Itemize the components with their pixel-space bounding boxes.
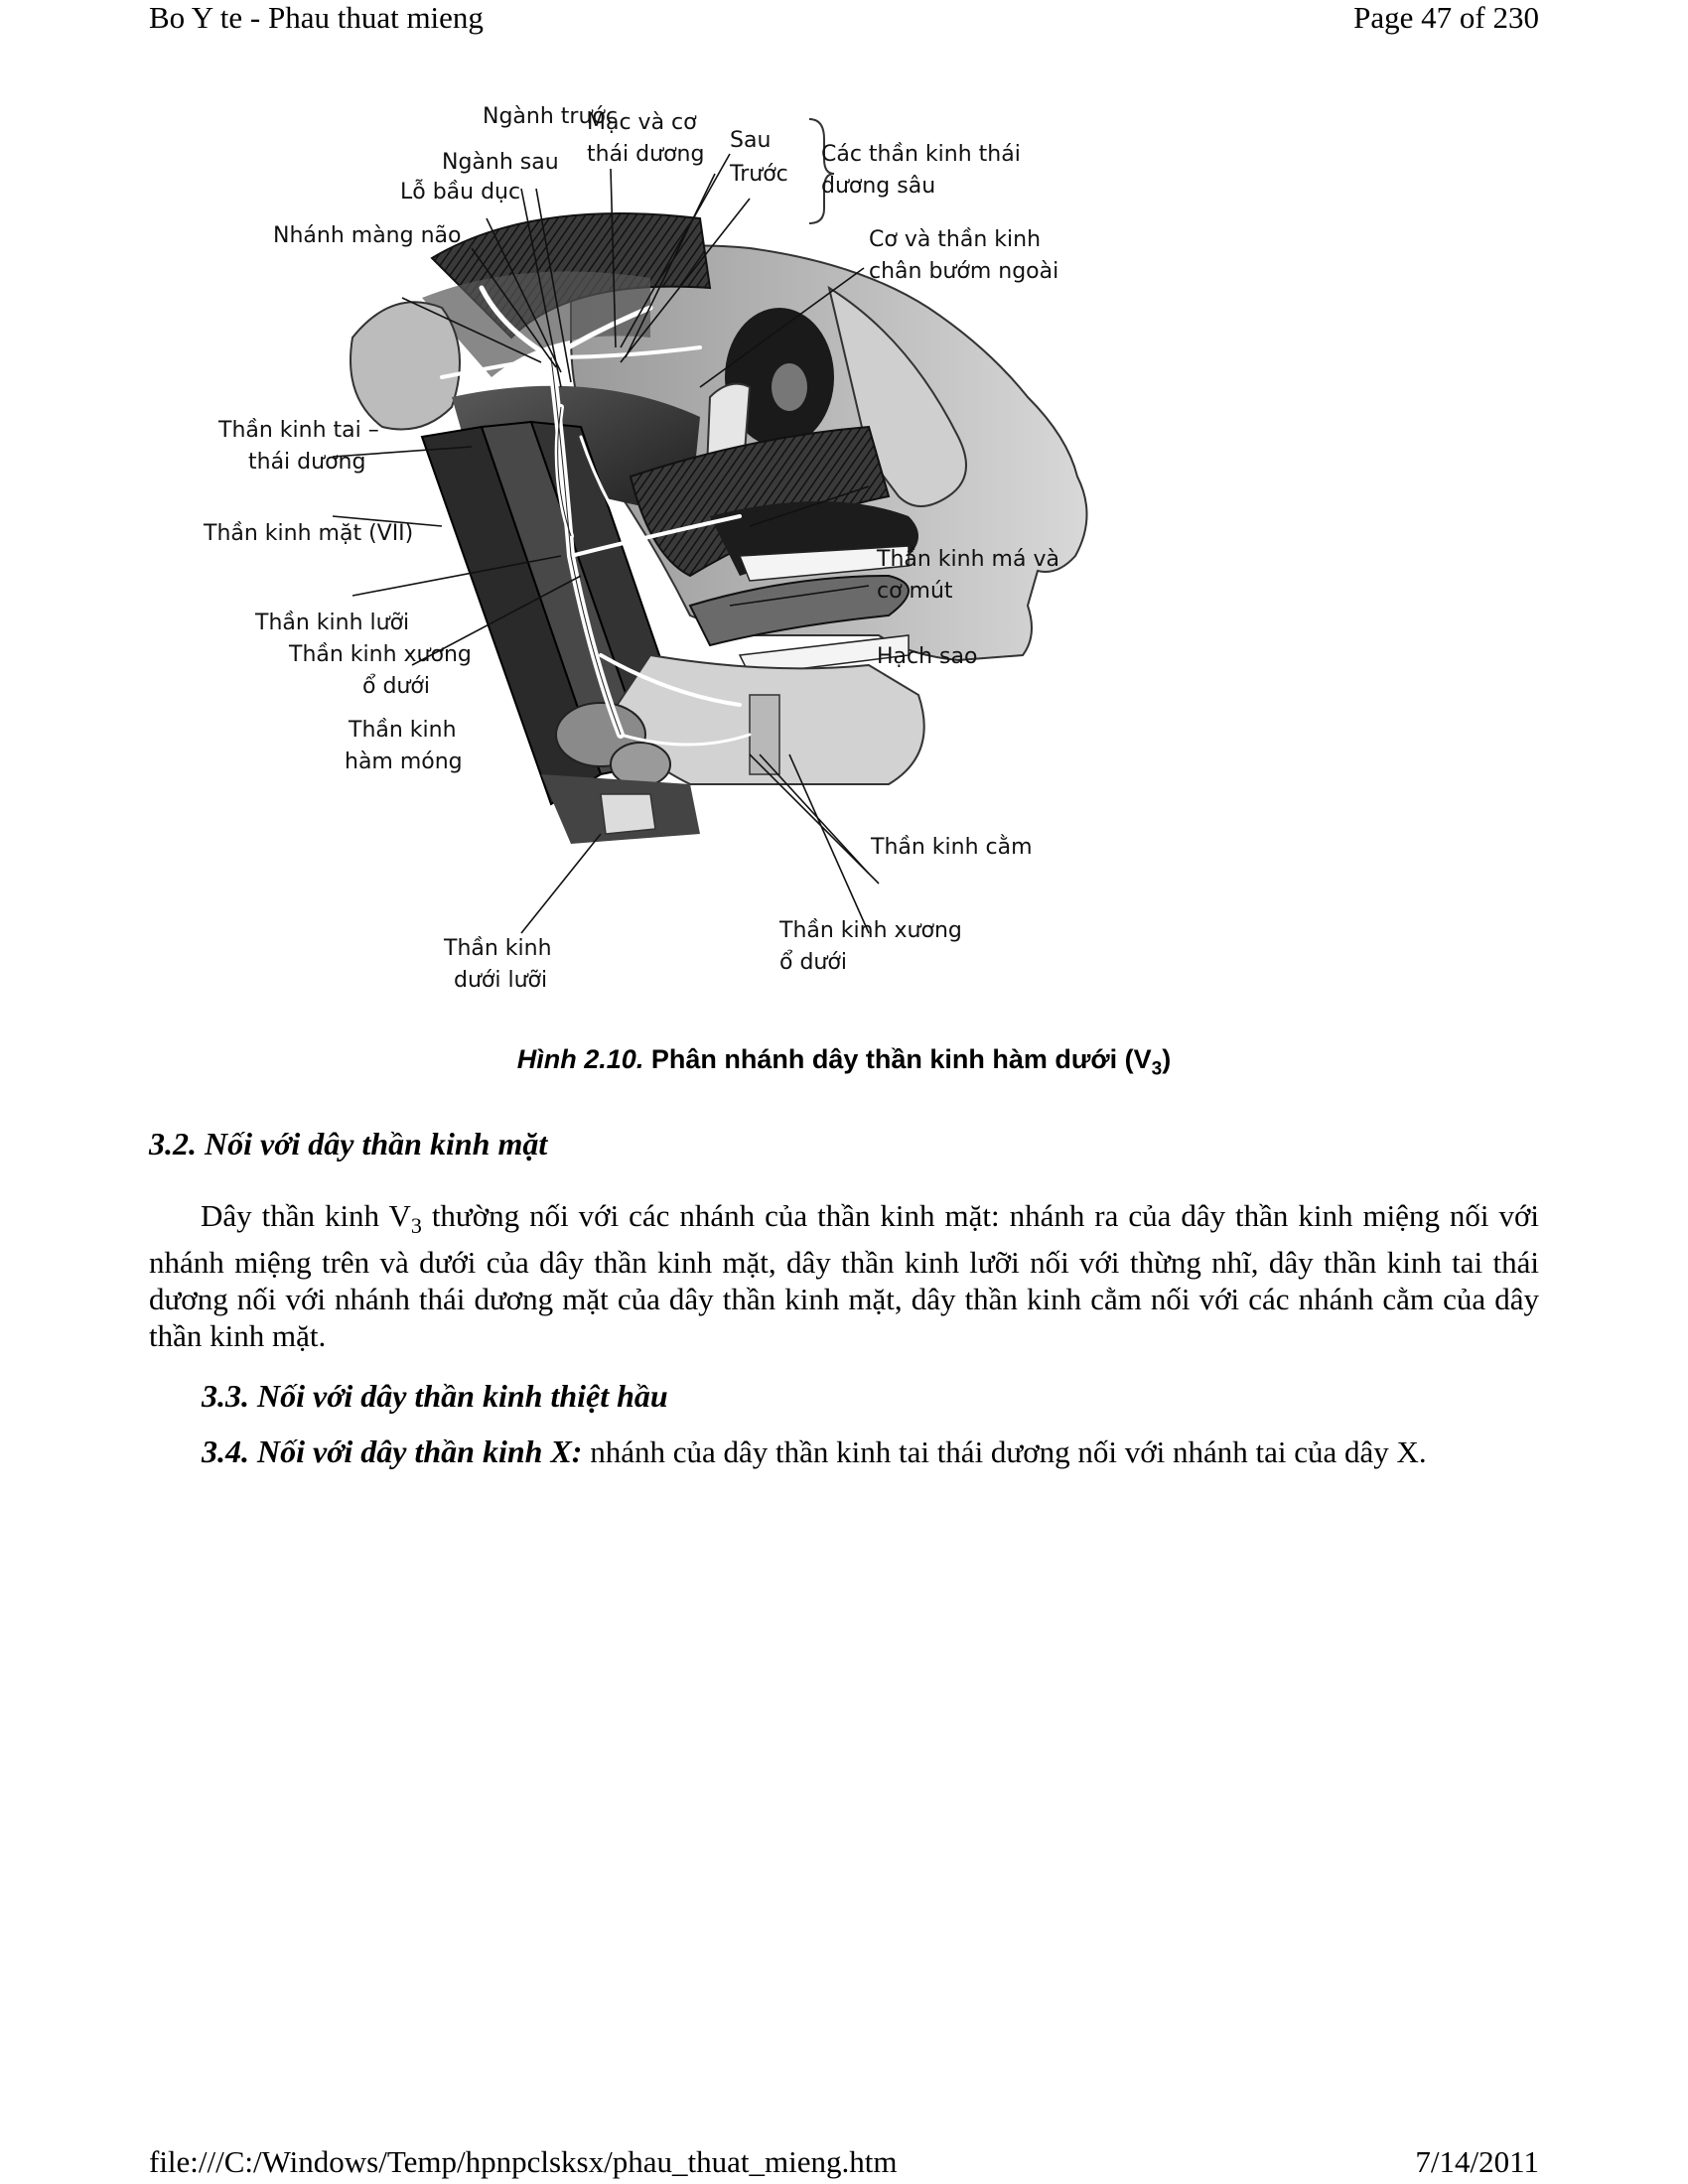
label-cac-1: Các thần kinh thái xyxy=(821,142,1021,167)
label-hach-sao: Hạch sao xyxy=(877,644,978,669)
section-3-3-heading: 3.3. Nối với dây thần kinh thiệt hầu xyxy=(202,1378,668,1414)
label-ma-2: cơ mút xyxy=(877,579,953,604)
eye xyxy=(772,363,807,411)
para-rest: thường nối với các nhánh của thần kinh mặt: nhánh ra của dây thần kinh miệng nối với nhánh miệng trên và dưới của dây thần kinh mặt, dây thần kinh lưỡi nối với thừng nhĩ, dây thần kinh tai thái dương nối với nhánh thái dương mặt của dây thần kinh mặt, dây thần kinh cằm nối với các nhánh cằm của dây thần kinh mặt. xyxy=(149,1198,1539,1354)
label-mac-2: thái dương xyxy=(587,142,705,167)
para-subscript: 3 xyxy=(410,1213,422,1239)
para-start: Dây thần kinh V xyxy=(201,1198,411,1233)
mandibular-nerve-illustration xyxy=(204,104,1415,1013)
caption-close: ) xyxy=(1162,1044,1172,1074)
label-ham-mong-1: Thần kinh xyxy=(349,718,457,743)
label-nhanh-mang-nao: Nhánh màng não xyxy=(273,223,462,248)
label-cac-2: dương sâu xyxy=(821,174,936,199)
label-ham-mong-2: hàm móng xyxy=(345,750,463,774)
mandible-cut-section xyxy=(750,695,779,774)
label-duoi-luoi-1: Thần kinh xyxy=(444,936,552,961)
anatomy-figure xyxy=(204,104,1415,1013)
label-tai-2: thái dương xyxy=(248,450,366,475)
header-title: Bo Y te - Phau thuat mieng xyxy=(149,0,484,35)
label-xuong-b-1: Thần kinh xương xyxy=(779,918,962,943)
section-3-2-heading: 3.2. Nối với dây thần kinh mặt xyxy=(149,1126,548,1161)
label-xuong-1: Thần kinh xương xyxy=(289,642,472,667)
footer-date: 7/14/2011 xyxy=(1415,2144,1539,2179)
label-luoi: Thần kinh lưỡi xyxy=(255,611,410,635)
label-lo-bau-duc: Lỗ bầu dục xyxy=(400,180,521,205)
label-nganh-sau: Ngành sau xyxy=(442,150,559,175)
ear-region xyxy=(351,302,460,429)
section-3-4-heading: 3.4. Nối với dây thần kinh X: xyxy=(202,1433,583,1469)
page-number: Page 47 of 230 xyxy=(1353,0,1539,35)
section-3-4-paragraph xyxy=(202,1433,1427,1470)
label-sau: Sau xyxy=(730,128,772,153)
footer-file-path: file:///C:/Windows/Temp/hpnpclsksx/phau_thuat_mieng.htm xyxy=(149,2144,898,2179)
label-nganh-truoc: Ngành trước xyxy=(483,104,618,129)
label-truoc: Trước xyxy=(730,162,788,187)
label-co-chan-2: chân bướm ngoài xyxy=(869,259,1059,284)
label-tai-1: Thần kinh tai – xyxy=(218,418,379,443)
label-xuong-2: ổ dưới xyxy=(362,674,430,699)
label-duoi-luoi-2: dưới lưỡi xyxy=(454,968,548,993)
caption-text: Phân nhánh dây thần kinh hàm dưới (V xyxy=(650,1044,1152,1074)
label-mat-vii: Thần kinh mặt (VII) xyxy=(204,521,414,546)
label-co-chan-1: Cơ và thần kinh xyxy=(869,227,1042,252)
section-3-2-paragraph xyxy=(149,1197,1539,1354)
label-ma-1: Thần kinh má và xyxy=(877,547,1059,572)
hyoid-cut xyxy=(601,794,655,834)
label-brace xyxy=(809,119,834,223)
section-3-4-text: nhánh của dây thần kinh tai thái dương nối với nhánh tai của dây X. xyxy=(582,1434,1427,1469)
caption-prefix: Hình 2.10. xyxy=(516,1044,644,1074)
label-cam: Thần kinh cằm xyxy=(871,835,1033,860)
caption-subscript: 3 xyxy=(1151,1058,1163,1080)
label-mac-1: Mạc và cơ xyxy=(587,110,697,135)
label-xuong-b-2: ổ dưới xyxy=(779,950,847,975)
figure-caption xyxy=(0,1044,1688,1080)
